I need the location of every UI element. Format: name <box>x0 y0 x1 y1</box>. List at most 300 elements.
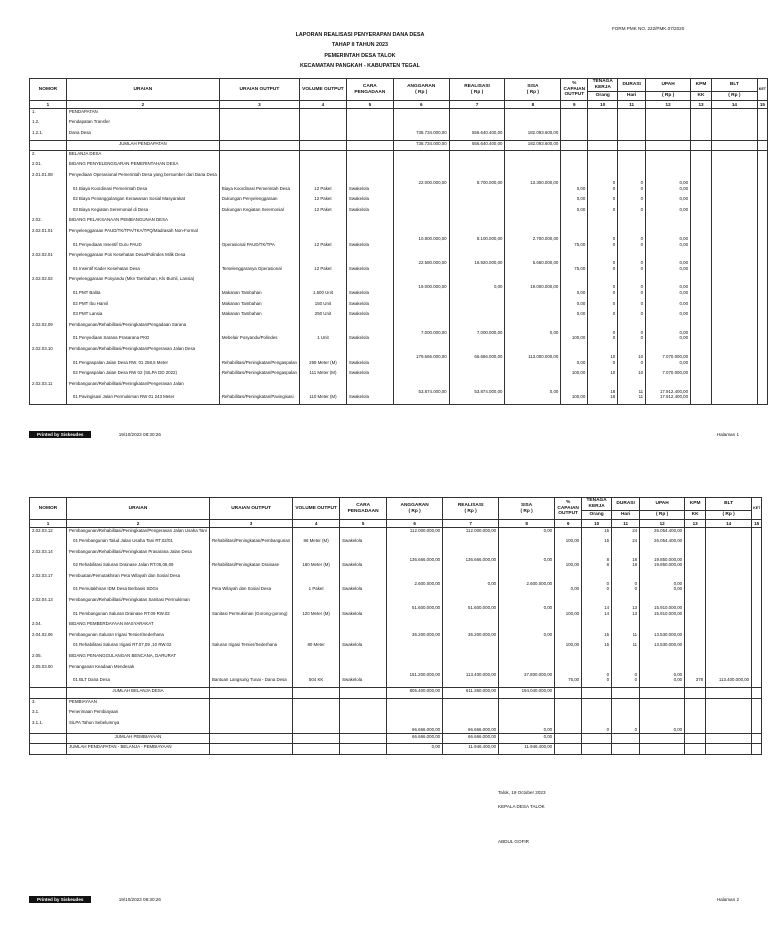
row-realisasi: 53.874.000,00 <box>449 381 505 395</box>
row-orang: 18 <box>588 394 618 405</box>
table-row <box>30 744 762 755</box>
row-upah: 0,00 <box>646 186 691 197</box>
row-kpm <box>691 370 712 381</box>
row-volume: 12 Paket <box>300 266 347 277</box>
row-uraian: 02 Rehabilitasi Saluran Drainase Jalan RT.05,06,09 <box>67 562 210 573</box>
row-nomor: 2.02.03.17 <box>30 573 67 587</box>
row-orang <box>588 130 618 141</box>
row-realisasi: 556.640.400,00 <box>449 130 505 141</box>
row-volume <box>300 172 347 186</box>
row-blt <box>706 562 752 573</box>
row-orang: 0 <box>582 586 612 597</box>
row-nomor: 2.01. <box>30 161 67 172</box>
col-num: 12 <box>646 101 691 109</box>
row-hari: 0 <box>618 172 646 186</box>
row-ket <box>752 611 762 622</box>
row-uraian-output: Rehabilitasi/Peningkatan/Pengaspalan <box>219 360 299 371</box>
row-blt <box>706 611 752 622</box>
row-orang <box>588 140 618 151</box>
row-orang: 0 <box>588 266 618 277</box>
row-nomor: 2.02.04.13 <box>30 597 67 611</box>
row-capaian <box>561 119 588 130</box>
row-nomor: 2.04. <box>30 621 67 632</box>
row-uraian-output <box>210 621 293 632</box>
row-blt <box>711 335 757 346</box>
col-orang: Orang <box>582 511 612 520</box>
col-cara: CARA PENGADAAN <box>346 79 393 101</box>
row-uraian-output <box>219 381 299 395</box>
row-upah: 7.070.000,00 <box>646 370 691 381</box>
report-title: LAPORAN REALISASI PENYERAPAN DANA DESA <box>295 32 425 38</box>
row-upah: 26.054.400,00 <box>640 538 685 549</box>
row-nomor <box>30 196 67 207</box>
row-cara: Swakelola <box>340 611 387 622</box>
row-kpm <box>691 346 712 360</box>
row-nomor: 2.02.02.01 <box>30 252 67 266</box>
row-capaian: 100,00 <box>555 611 582 622</box>
table-row <box>30 196 768 207</box>
row-upah <box>646 140 691 151</box>
row-blt <box>711 394 757 405</box>
row-capaian <box>561 322 588 336</box>
row-realisasi <box>449 119 505 130</box>
row-upah: 13.530.000,00 <box>640 632 685 643</box>
row-orang <box>582 653 612 664</box>
row-cara: Swakelola <box>340 586 387 597</box>
row-realisasi <box>449 186 505 197</box>
row-uraian-output: Saluran Irigasi Tersier/Sederhana <box>210 642 293 653</box>
row-cara <box>340 744 387 755</box>
row-orang: 18 <box>588 381 618 395</box>
row-uraian: 01 Pengaspalan Jalan Desa RW. 01 258,5 Meter <box>66 360 219 371</box>
printed-by-badge: Printed by Siskeudes <box>29 431 91 438</box>
row-upah: 0,00 <box>640 720 685 734</box>
row-upah: 0,00 <box>646 207 691 218</box>
row-kpm <box>685 632 706 643</box>
row-nomor <box>30 733 67 744</box>
col-volume: VOLUME OUTPUT <box>293 498 340 520</box>
table-row <box>30 664 762 678</box>
row-uraian: 01 Pavingisasi Jalan Permukiman RW 01 243 Meter <box>66 394 219 405</box>
row-capaian: 0,00 <box>561 311 588 322</box>
row-orang: 0 <box>588 242 618 253</box>
row-volume <box>300 346 347 360</box>
row-uraian: 02 Pengaspalan Jalan Desa RW 02 (SILPA DD 2022) <box>66 370 219 381</box>
row-hari: 10 <box>618 370 646 381</box>
row-capaian <box>561 252 588 266</box>
row-uraian-output <box>210 698 293 709</box>
row-realisasi <box>443 562 499 573</box>
row-anggaran <box>387 562 443 573</box>
table-row <box>30 335 768 346</box>
col-ket: KET <box>757 79 767 101</box>
row-sisa: 182.093.600,00 <box>505 130 561 141</box>
row-orang: 15 <box>582 642 612 653</box>
row-capaian: 0,00 <box>561 360 588 371</box>
row-uraian-output: Makanan Tambahan <box>219 311 299 322</box>
row-orang: 0 <box>588 322 618 336</box>
row-uraian-output: Dukungan Kegiatan Seremonial <box>219 207 299 218</box>
row-upah: 19.850.000,00 <box>640 562 685 573</box>
row-sisa: 0,00 <box>499 528 555 539</box>
row-ket <box>757 242 767 253</box>
col-upah-rp: ( Rp ) <box>646 92 691 101</box>
page-number-1: Halaman 1 <box>716 432 739 437</box>
row-cara: Swakelola <box>340 538 387 549</box>
row-uraian: Penyelenggaraan PAUD/TK/TPA/TKA/TPQ/Madrasah Non-Formal <box>66 228 219 242</box>
row-realisasi: 66.666.000,00 <box>443 733 499 744</box>
row-realisasi: 8.700.000,00 <box>449 172 505 186</box>
row-sisa: 2.700.000,00 <box>505 228 561 242</box>
row-ket <box>757 109 767 120</box>
row-sisa <box>505 394 561 405</box>
row-uraian-output <box>219 140 299 151</box>
row-capaian: 75,00 <box>561 242 588 253</box>
row-realisasi <box>443 709 499 720</box>
row-ket <box>752 664 762 678</box>
col-upah: UPAH <box>640 498 685 511</box>
row-sisa: 11.946.400,00 <box>499 744 555 755</box>
row-upah: 0,00 <box>646 266 691 277</box>
row-nomor: 1.2.1. <box>30 130 67 141</box>
row-uraian-output: Sanitasi Permukiman (Gorong-gorong) <box>210 611 293 622</box>
row-capaian: 0,00 <box>561 207 588 218</box>
row-cara: Swakelola <box>340 562 387 573</box>
row-capaian <box>555 733 582 744</box>
row-cara <box>346 217 393 228</box>
row-kpm <box>691 130 712 141</box>
row-orang: 14 <box>582 611 612 622</box>
row-hari <box>612 709 640 720</box>
row-sisa <box>499 709 555 720</box>
row-anggaran <box>393 311 449 322</box>
row-cara <box>340 549 387 563</box>
row-ket <box>757 140 767 151</box>
row-nomor: 1.2. <box>30 119 67 130</box>
row-uraian-output <box>219 172 299 186</box>
row-orang: 8 <box>582 562 612 573</box>
row-anggaran <box>393 335 449 346</box>
row-kpm <box>685 528 706 539</box>
row-hari <box>612 653 640 664</box>
row-cara: Swakelola <box>346 360 393 371</box>
row-ket <box>752 720 762 734</box>
report-stage: TAHAP II TAHUN 2023 <box>331 42 388 49</box>
row-anggaran: 22.000.000,00 <box>393 172 449 186</box>
row-kpm <box>691 186 712 197</box>
row-anggaran <box>387 642 443 653</box>
row-orang: 15 <box>582 528 612 539</box>
row-cara <box>346 381 393 395</box>
row-ket <box>757 370 767 381</box>
report-title-block <box>0 30 720 72</box>
row-blt <box>706 528 752 539</box>
row-sisa: 19.000.000,00 <box>505 276 561 290</box>
printed-at: 19/10/2023 08:30:26 <box>118 432 161 437</box>
row-kpm <box>685 597 706 611</box>
row-cara <box>346 151 393 162</box>
col-orang: Orang <box>588 92 618 101</box>
row-ket <box>757 322 767 336</box>
row-uraian: Pendapatan Transfer <box>66 119 219 130</box>
col-num: 8 <box>499 520 555 528</box>
page-number-2: Halaman 2 <box>716 897 739 902</box>
row-hari: 18 <box>612 549 640 563</box>
row-cara <box>340 621 387 632</box>
row-nomor <box>30 242 67 253</box>
row-realisasi <box>449 161 505 172</box>
row-uraian: 01 PMT Balita <box>66 290 219 301</box>
row-upah: 0,00 <box>646 311 691 322</box>
row-sisa: 0,00 <box>499 733 555 744</box>
row-uraian-output <box>210 709 293 720</box>
row-cara <box>346 161 393 172</box>
row-nomor: 2.02.01.01 <box>30 228 67 242</box>
row-nomor <box>30 677 67 688</box>
row-ket <box>757 252 767 266</box>
row-anggaran <box>393 394 449 405</box>
row-capaian: 100,00 <box>555 642 582 653</box>
row-ket <box>752 642 762 653</box>
col-volume: VOLUME OUTPUT <box>300 79 347 101</box>
row-uraian: Penyelenggaraan Posyandu (Mkn Tambahan, Kls Bumil, Lansia) <box>66 276 219 290</box>
row-kpm <box>685 573 706 587</box>
table-row <box>30 290 768 301</box>
row-capaian: 0,00 <box>561 196 588 207</box>
row-upah <box>646 151 691 162</box>
row-uraian: BIDANG PENANGGULANGAN BENCANA, DARURAT <box>67 653 210 664</box>
row-blt <box>711 207 757 218</box>
row-uraian: Pembangunan/Rehabilitasi/Peningkatan Sanitasi Permukiman <box>67 597 210 611</box>
row-cara <box>340 688 387 699</box>
row-blt <box>711 301 757 312</box>
row-cara: Swakelola <box>346 242 393 253</box>
row-anggaran: 805.400.000,00 <box>387 688 443 699</box>
row-capaian <box>561 151 588 162</box>
row-blt <box>706 621 752 632</box>
row-realisasi <box>443 677 499 688</box>
table-row <box>30 720 762 734</box>
col-uraian: URAIAN <box>66 79 219 101</box>
row-hari: 0 <box>612 677 640 688</box>
row-capaian: 0,00 <box>555 586 582 597</box>
row-hari <box>618 217 646 228</box>
row-blt <box>706 664 752 678</box>
row-ket <box>757 346 767 360</box>
col-num: 13 <box>685 520 706 528</box>
row-orang: 15 <box>582 632 612 643</box>
row-volume <box>293 698 340 709</box>
row-capaian <box>555 621 582 632</box>
row-blt <box>711 381 757 395</box>
row-cara <box>346 252 393 266</box>
col-num: 8 <box>505 101 561 109</box>
row-anggaran <box>387 611 443 622</box>
row-ket <box>757 217 767 228</box>
row-orang: 0 <box>582 573 612 587</box>
row-blt <box>706 549 752 563</box>
row-uraian: 01 Biaya Koordinasi Pemerintah Desa <box>66 186 219 197</box>
row-hari: 0 <box>618 276 646 290</box>
row-blt <box>706 709 752 720</box>
row-uraian: 01 BLT Dana Desa <box>67 677 210 688</box>
row-capaian: 75,00 <box>555 677 582 688</box>
row-upah: 13.530.000,00 <box>640 642 685 653</box>
row-hari: 0 <box>618 266 646 277</box>
row-ket <box>757 394 767 405</box>
table-row <box>30 688 762 699</box>
row-orang: 0 <box>588 301 618 312</box>
row-orang <box>582 698 612 709</box>
row-kpm <box>691 119 712 130</box>
row-volume <box>293 597 340 611</box>
col-num: 7 <box>449 101 505 109</box>
col-sisa: SISA ( Rp ) <box>499 498 555 520</box>
row-cara <box>340 709 387 720</box>
row-blt <box>706 632 752 643</box>
col-realisasi: REALISASI ( Rp ) <box>443 498 499 520</box>
row-cara <box>340 720 387 734</box>
row-uraian-output <box>219 130 299 141</box>
row-cara <box>340 597 387 611</box>
row-orang <box>588 109 618 120</box>
row-volume <box>293 744 340 755</box>
row-anggaran: 112.000.000,00 <box>387 528 443 539</box>
row-volume: 1 Unit <box>300 335 347 346</box>
row-realisasi <box>443 698 499 709</box>
row-ket <box>757 172 767 186</box>
row-nomor <box>30 140 67 151</box>
row-ket <box>757 130 767 141</box>
row-ket <box>752 698 762 709</box>
row-uraian: JUMLAH PENDAPATAN - BELANJA - PEMBIAYAAN <box>67 744 210 755</box>
row-anggaran <box>387 709 443 720</box>
row-anggaran: 66.666.000,00 <box>387 720 443 734</box>
row-sisa <box>505 119 561 130</box>
table-row <box>30 562 762 573</box>
row-anggaran: 19.000.000,00 <box>393 276 449 290</box>
row-realisasi <box>449 370 505 381</box>
row-blt <box>706 642 752 653</box>
row-capaian <box>555 720 582 734</box>
row-hari: 0 <box>612 720 640 734</box>
row-capaian <box>555 698 582 709</box>
row-uraian: JUMLAH PEMBIAYAAN <box>67 733 210 744</box>
row-hari <box>612 698 640 709</box>
row-realisasi: 611.360.000,00 <box>443 688 499 699</box>
table-row <box>30 653 762 664</box>
row-kpm <box>691 196 712 207</box>
row-capaian <box>555 744 582 755</box>
table-row <box>30 394 768 405</box>
row-sisa <box>505 109 561 120</box>
row-volume <box>300 109 347 120</box>
row-uraian: Dana Desa <box>66 130 219 141</box>
row-upah <box>640 688 685 699</box>
table-row <box>30 301 768 312</box>
row-uraian-output: Rehabilitasi/Peningkatan/Pembangunan <box>210 538 293 549</box>
row-ket <box>752 597 762 611</box>
row-anggaran: 0,00 <box>387 744 443 755</box>
row-blt <box>711 266 757 277</box>
row-sisa: 0,00 <box>499 632 555 643</box>
row-uraian: PEMBIAYAAN <box>67 698 210 709</box>
col-upah: UPAH <box>646 79 691 92</box>
row-realisasi: 11.946.400,00 <box>443 744 499 755</box>
row-cara <box>346 172 393 186</box>
row-upah <box>640 621 685 632</box>
row-ket <box>757 311 767 322</box>
row-hari: 11 <box>618 394 646 405</box>
row-sisa: 37.800.000,00 <box>499 664 555 678</box>
row-sisa <box>499 586 555 597</box>
row-blt <box>711 290 757 301</box>
row-anggaran <box>393 119 449 130</box>
row-cara <box>340 733 387 744</box>
row-volume <box>300 381 347 395</box>
row-blt <box>711 119 757 130</box>
row-kpm <box>685 709 706 720</box>
report-district: KECAMATAN PANGKAH - KABUPATEN TEGAL <box>300 63 420 70</box>
table-row <box>30 228 768 242</box>
printed-by-badge: Printed by Siskeudes <box>29 896 91 903</box>
table-row <box>30 252 768 266</box>
row-ket <box>757 161 767 172</box>
row-orang: 10 <box>588 346 618 360</box>
row-orang: 0 <box>588 311 618 322</box>
row-upah: 26.054.400,00 <box>640 528 685 539</box>
row-ket <box>757 335 767 346</box>
row-uraian-output: Operasional PAUD/TK/TPA <box>219 242 299 253</box>
row-hari <box>612 688 640 699</box>
row-orang: 14 <box>582 597 612 611</box>
row-hari: 11 <box>612 642 640 653</box>
row-cara <box>346 109 393 120</box>
row-capaian: 100,00 <box>561 394 588 405</box>
row-anggaran <box>393 186 449 197</box>
row-sisa: 13.300.000,00 <box>505 172 561 186</box>
row-volume: 1.500 Unit <box>300 290 347 301</box>
row-uraian-output <box>210 688 293 699</box>
table-row <box>30 207 768 218</box>
row-capaian <box>555 597 582 611</box>
signature-place-date: Talok, 19 October 2023 <box>498 790 546 795</box>
col-num: 15 <box>757 101 767 109</box>
row-uraian: 03 Biaya Kegiatan Seremonial di Desa <box>66 207 219 218</box>
row-hari: 10 <box>618 346 646 360</box>
printed-at: 19/10/2023 08:30:26 <box>118 897 161 902</box>
row-volume: 12 Paket <box>300 242 347 253</box>
row-volume: 111 Meter (M) <box>300 370 347 381</box>
table-row <box>30 573 762 587</box>
col-blt-rp: ( Rp ) <box>706 511 752 520</box>
row-blt <box>711 346 757 360</box>
row-realisasi <box>443 586 499 597</box>
row-sisa: 5.660.000,00 <box>505 252 561 266</box>
row-ket <box>752 677 762 688</box>
table-row <box>30 632 762 643</box>
row-orang: 0 <box>588 228 618 242</box>
row-kpm <box>685 720 706 734</box>
col-blt: BLT <box>711 79 757 92</box>
row-hari: 11 <box>618 381 646 395</box>
row-capaian: 100,00 <box>555 538 582 549</box>
row-cara: Swakelola <box>346 311 393 322</box>
row-anggaran: 179.666.000,00 <box>393 346 449 360</box>
row-upah <box>640 709 685 720</box>
row-realisasi: 7.000.000,00 <box>449 322 505 336</box>
row-nomor <box>30 394 67 405</box>
